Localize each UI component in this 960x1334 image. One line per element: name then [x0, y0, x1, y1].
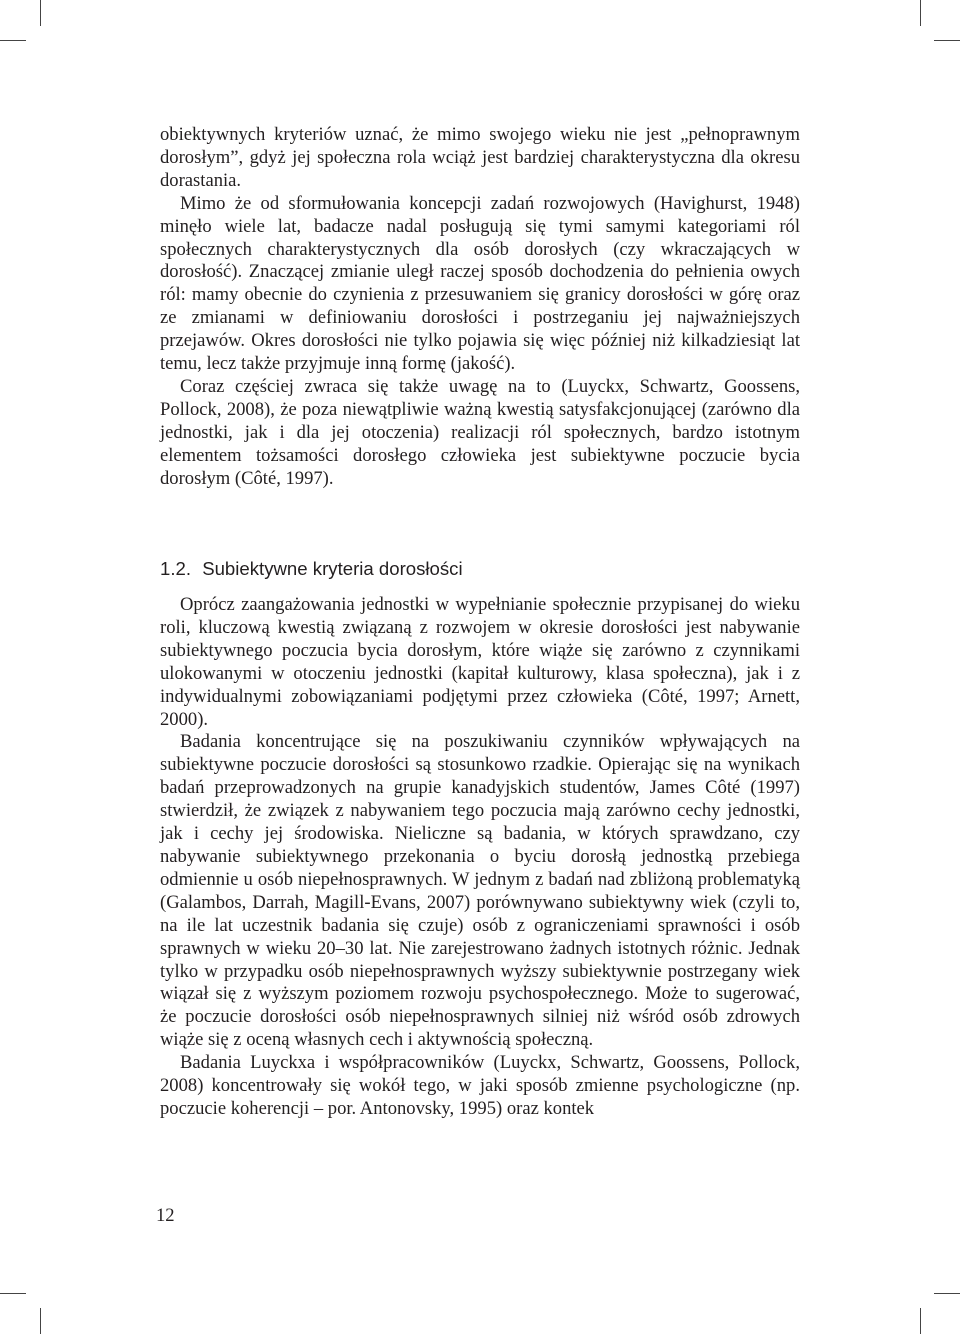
paragraph: obiektywnych kryteriów uznać, że mimo swojego wieku nie jest „pełnoprawnym dorosłym”, gdyż jej społeczna rola wciąż jest bardziej charakterystyczna dla okresu dorastania.: [160, 124, 800, 191]
crop-mark: [40, 0, 41, 26]
crop-mark: [0, 1293, 26, 1294]
section-number: 1.2.: [160, 558, 192, 579]
crop-mark: [920, 0, 921, 26]
page-number: 12: [156, 1205, 175, 1226]
section-heading: [160, 557, 463, 581]
paragraph: Mimo że od sformułowania koncepcji zadań rozwojowych (Havighurst, 1948) minęło wiele lat, badacze nadal posługują się tymi samymi kategoriami ról społecznych charakterystycznych dla osób dorosłych (czy wkraczających w dorosłość). Znaczącej zmianie uległ raczej sposób dochodzenia do pełnienia owych ról: mamy obecnie do czynienia z przesuwaniem się granicy dorosłości w górę oraz ze zmianami w definiowaniu dorosłości i postrzeganiu jej najważniejszych przejawów. Okres dorosłości nie tylko pojawia się więc później niż kilkadziesiąt lat temu, lecz także przyjmuje inną formę (jakość).: [160, 192, 800, 375]
body-text-bottom: [160, 594, 800, 1121]
crop-mark: [0, 40, 26, 41]
crop-mark: [934, 40, 960, 41]
paragraph: Oprócz zaangażowania jednostki w wypełnianie społecznie przypisanej do wieku roli, kluczową kwestią związaną z rozwojem w okresie dorosłości jest nabywanie subiektywnego poczucia bycia dorosłym, które wiąże się zarówno z czynnikami ulokowanymi w otoczeniu jednostki (kapitał kulturowy, klasa społeczna), jak i z indywidualnymi zobowiązaniami podjętymi przez człowieka (Côté, 1997; Arnett, 2000).: [160, 594, 800, 730]
paragraph: Badania Luyckxa i współpracowników (Luyckx, Schwartz, Goossens, Pollock, 2008) koncentrowały się wokół tego, w jaki sposób zmienne psychologiczne (np. poczucie koherencji – por. Antonovsky, 1995) oraz kontek: [160, 1052, 800, 1119]
paragraph: Coraz częściej zwraca się także uwagę na to (Luyckx, Schwartz, Goossens, Pollock, 2008), że poza niewątpliwie ważną kwestią satysfakcjonującej (zarówno dla jednostki, jak i dla jej otoczenia) realizacji ról społecznych, bardzo istotnym elementem tożsamości dorosłego człowieka jest subiektywne poczucie bycia dorosłym (Côté, 1997).: [160, 375, 800, 489]
crop-mark: [934, 1293, 960, 1294]
paragraph: Badania koncentrujące się na poszukiwaniu czynników wpływających na subiektywne poczucie dorosłości są stosunkowo rzadkie. Opierając się na wynikach badań przeprowadzonych na grupie kanadyjskich studentów, James Côté (1997) stwierdził, że związek z nabywaniem tego poczucia mają zarówno cechy jednostki, jak i cechy jej środowiska. Nieliczne są badania, w których sprawdzano, czy nabywanie subiektywnego przekonania o byciu dorosłą jednostką przebiega odmiennie u osób niepełnosprawnych. W jednym z badań nad zbliżoną problematyką (Galambos, Darrah, Magill-Evans, 2007) porównywano subiektywny wiek (czyli to, na ile lat uczestnik badania się czuje) osób z ograniczeniami sprawności i osób sprawnych w wieku 20–30 lat. Nie zarejestrowano żadnych istotnych różnic. Jednak tylko w przypadku osób niepełnosprawnych wyższy subiektywnie postrzegany wiek wiązał się z wyższym poziomem rozwoju psychospołecznego. Może to sugerować, że poczucie dorosłości osób niepełnosprawnych silniej niż wśród osób zdrowych wiąże się z oceną własnych cech i aktywnością społeczną.: [160, 731, 800, 1051]
section-title: Subiektywne kryteria dorosłości: [202, 558, 463, 579]
crop-mark: [40, 1308, 41, 1334]
body-text-top: [160, 124, 800, 491]
crop-mark: [920, 1308, 921, 1334]
